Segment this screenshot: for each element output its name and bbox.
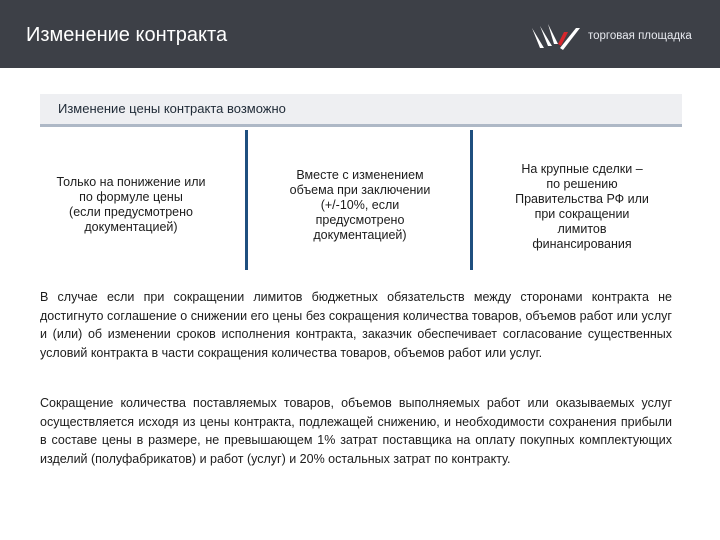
paragraph-1: В случае если при сокращении лимитов бюджетных обязательств между сторонами контракта не достигнуто соглашение о снижении его цены без сокращения количества товаров, объемов работ или услуг и (или) об изменении сроков исполнения контракта, заказчик обеспечивает согласование существенных условий контракта в части сокращения количества товаров, объемов работ или услуг. xyxy=(40,290,672,360)
column-1 xyxy=(26,175,236,235)
divider-left xyxy=(245,130,248,270)
column-3-line: Правительства РФ или xyxy=(515,192,649,206)
column-1-line: Только на понижение или xyxy=(56,175,206,189)
banner-text: Изменение цены контракта возможно xyxy=(58,101,286,116)
column-3-line: при сокращении xyxy=(534,207,630,221)
logo xyxy=(530,22,710,56)
column-3-line: по решению xyxy=(546,177,618,191)
column-3-line: лимитов xyxy=(557,222,607,236)
column-1-line: (если предусмотрено xyxy=(69,205,193,219)
divider-right xyxy=(470,130,473,270)
slide-header xyxy=(0,0,720,68)
column-3 xyxy=(482,162,682,252)
column-2 xyxy=(262,168,458,243)
column-2-line: (+/-10%, если xyxy=(320,198,400,212)
column-2-line: объема при заключении xyxy=(289,183,431,197)
column-3-line: На крупные сделки – xyxy=(521,162,643,176)
column-1-line: по формуле цены xyxy=(79,190,183,204)
logo-text: торговая площадка xyxy=(588,30,692,42)
column-2-line: Вместе с изменением xyxy=(296,168,424,182)
column-2-line: предусмотрено xyxy=(315,213,405,227)
column-3-line: финансирования xyxy=(532,237,632,251)
banner xyxy=(40,94,682,124)
column-1-line: документацией) xyxy=(84,220,178,234)
slide-title: Изменение контракта xyxy=(26,24,228,46)
column-2-line: документацией) xyxy=(313,228,407,242)
stylized-bird-logo-icon xyxy=(530,22,586,56)
paragraph-2: Сокращение количества поставляемых товаров, объемов выполняемых работ или оказываемых услуг осуществляется исходя из цены контракта, подлежащей снижению, и необходимости сохранения прибыли в составе цены в размере, не превышающем 1% затрат поставщика на оплату покупных комплектующих изделий (полуфабрикатов) и работ (услуг) и 20% остальных затрат по контракту. xyxy=(40,396,672,466)
banner-underline xyxy=(40,124,682,127)
